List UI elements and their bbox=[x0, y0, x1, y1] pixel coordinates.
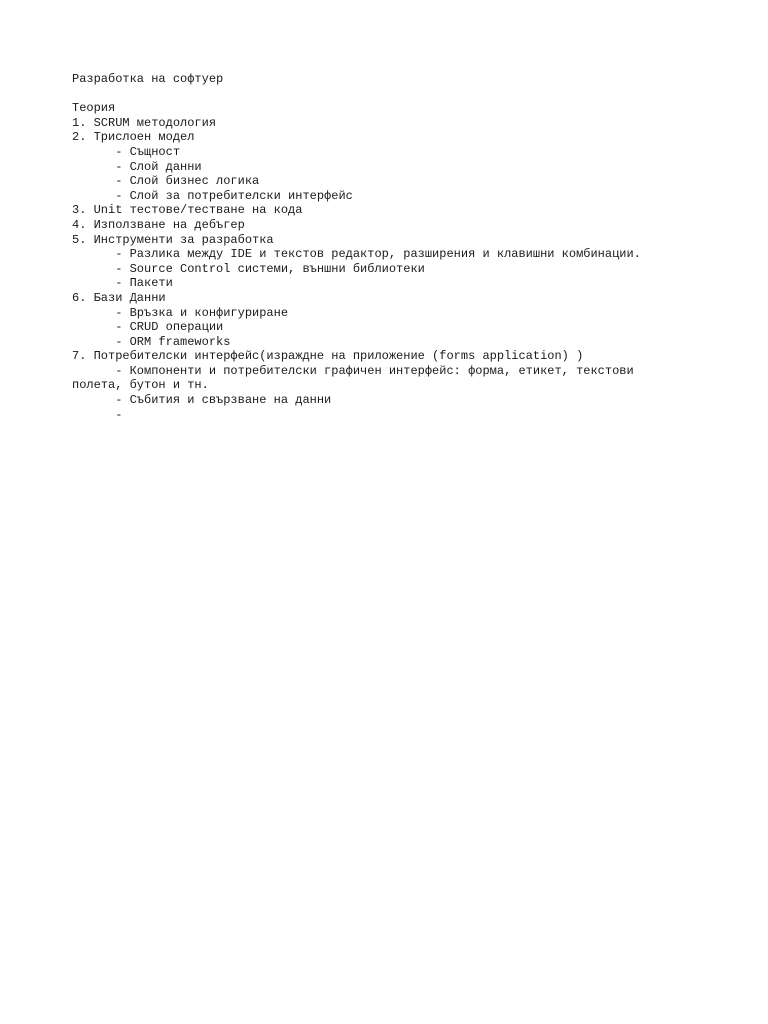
outline-line: - CRUD операции bbox=[72, 320, 224, 335]
outline-line: 7. Потребителски интерфейс(израждне на приложение (forms application) ) bbox=[72, 349, 584, 364]
document-title: Разработка на софтуер bbox=[72, 72, 224, 86]
outline-line: 4. Използване на дебъгер bbox=[72, 217, 245, 232]
outline-line: - ORM frameworks bbox=[72, 334, 231, 349]
outline-line: 1. SCRUM методология bbox=[72, 115, 217, 130]
outline-line: - bbox=[72, 407, 123, 422]
outline-line: - Разлика между IDE и текстов редактор, разширения и клавишни комбинации. bbox=[72, 247, 641, 262]
document-body bbox=[72, 72, 696, 422]
outline-line: - Пакети bbox=[72, 276, 173, 291]
outline-line: - Компоненти и потребителски графичен интерфейс: форма, етикет, текстови bbox=[72, 363, 634, 378]
outline-line: 5. Инструменти за разработка bbox=[72, 232, 274, 247]
outline-line: - Връзка и конфигуриране bbox=[72, 305, 289, 320]
outline-line: - Събития и свързване на данни bbox=[72, 393, 332, 408]
outline-list bbox=[72, 116, 696, 422]
outline-line: - Същност bbox=[72, 144, 181, 159]
outline-line: 6. Бази Данни bbox=[72, 290, 166, 305]
section-heading: Теория bbox=[72, 101, 116, 116]
outline-line: полета, бутон и тн. bbox=[72, 378, 209, 393]
outline-line: 3. Unit тестове/тестване на кода bbox=[72, 203, 303, 218]
outline-line: - Слой за потребителски интерфейс bbox=[72, 188, 353, 203]
outline-line: 2. Трислоен модел bbox=[72, 130, 195, 145]
outline-line: - Слой данни bbox=[72, 159, 202, 174]
outline-line: - Слой бизнес логика bbox=[72, 174, 260, 189]
outline-line: - Source Control системи, външни библиотеки bbox=[72, 261, 425, 276]
